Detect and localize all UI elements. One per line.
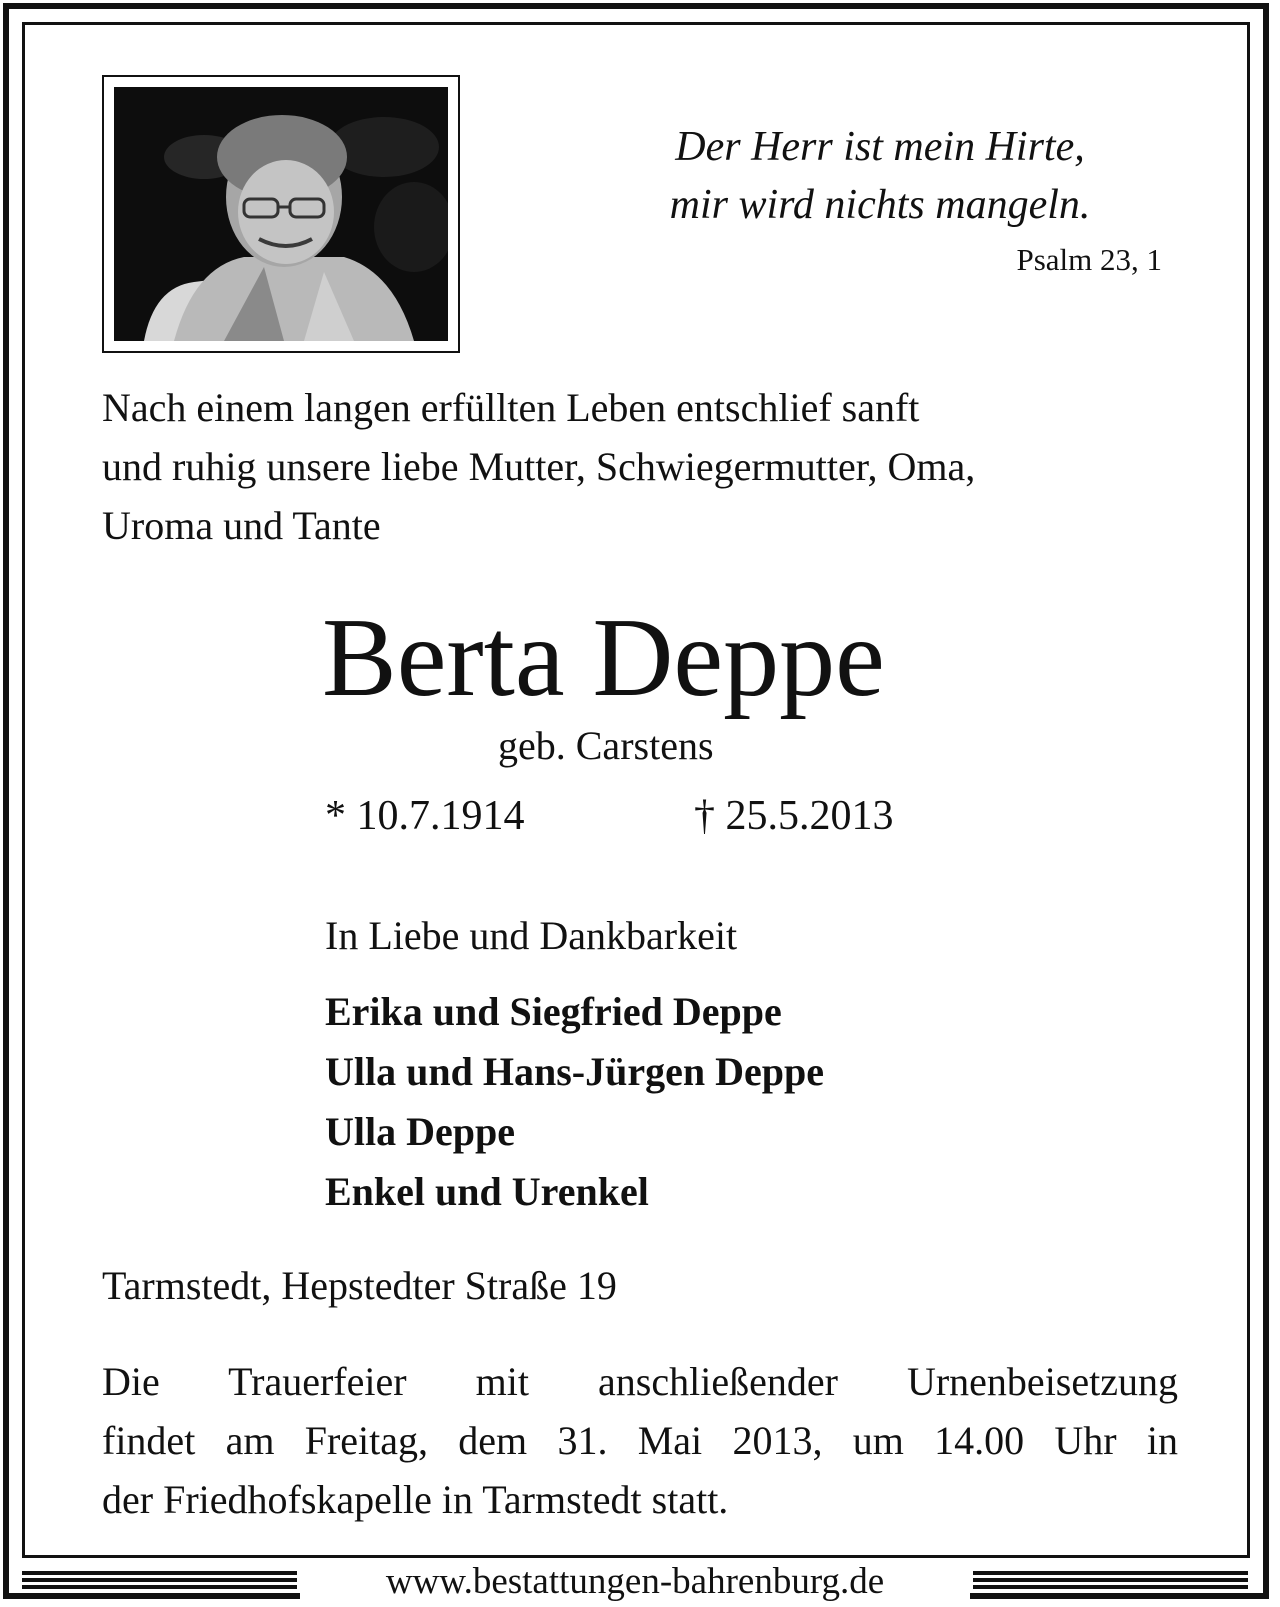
- mourner-name: Erika und Siegfried Deppe: [325, 989, 782, 1034]
- portrait-photo: [114, 87, 448, 341]
- footer-website-link[interactable]: www.bestattungen-bahrenburg.de: [300, 1560, 970, 1603]
- quote-line-1: Der Herr ist mein Hirte,: [675, 124, 1085, 170]
- footer-rule-left: [22, 1571, 297, 1591]
- funeral-service-info: [102, 1352, 1178, 1529]
- deceased-name: Berta Deppe: [322, 596, 885, 720]
- mourner-name: Enkel und Urenkel: [325, 1169, 649, 1214]
- footer-rule-right: [973, 1571, 1248, 1591]
- intro-text: [102, 378, 1182, 555]
- bible-quote: [600, 118, 1160, 234]
- service-line-3: der Friedhofskapelle in Tarmstedt statt.: [102, 1477, 729, 1522]
- family-address: Tarmstedt, Hepstedter Straße 19: [102, 1263, 617, 1308]
- quote-reference: Psalm 23, 1: [1016, 242, 1162, 277]
- service-line-2: findet am Freitag, dem 31. Mai 2013, um 14.00 Uhr in: [102, 1418, 1178, 1463]
- intro-line-1: Nach einem langen erfüllten Leben entschlief sanft: [102, 385, 920, 430]
- mourner-name: Ulla Deppe: [325, 1109, 515, 1154]
- portrait-illustration: [114, 87, 448, 341]
- mourners-heading: In Liebe und Dankbarkeit: [325, 913, 738, 958]
- intro-line-2: und ruhig unsere liebe Mutter, Schwiegermutter, Oma,: [102, 444, 976, 489]
- death-date: † 25.5.2013: [694, 793, 894, 839]
- birth-date: * 10.7.1914: [325, 793, 525, 839]
- mourner-name: Ulla und Hans-Jürgen Deppe: [325, 1049, 824, 1094]
- service-line-1: Die Trauerfeier mit anschließender Urnenbeisetzung: [102, 1359, 1178, 1404]
- portrait-photo-frame: [102, 75, 460, 353]
- maiden-name: geb. Carstens: [498, 723, 714, 768]
- intro-line-3: Uroma und Tante: [102, 503, 381, 548]
- mourners-list: [325, 982, 824, 1222]
- quote-line-2: mir wird nichts mangeln.: [669, 182, 1091, 228]
